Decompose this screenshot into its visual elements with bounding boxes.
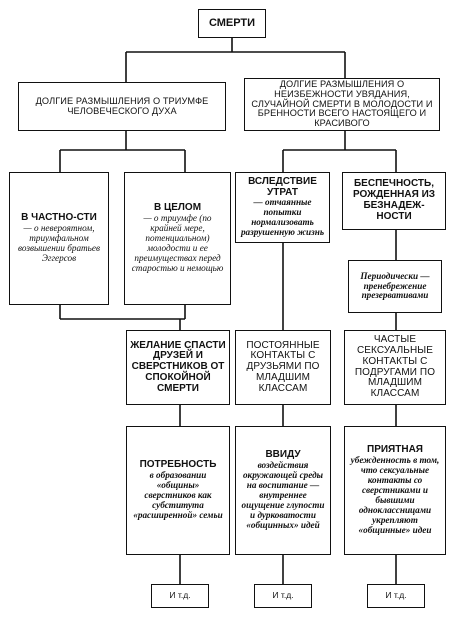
etc-box-2 (254, 584, 312, 608)
level4-body-1: в образовании «общины» сверстников как субститута «расширенной» семьи (133, 470, 223, 520)
level4-head-3: ПРИЯТНАЯ (367, 444, 423, 456)
etc-box-3 (367, 584, 425, 608)
level2-box-1 (9, 172, 109, 305)
level2-body-1: — о невероятном, триумфальном возвышении братьев Эггерсов (18, 223, 100, 263)
periodic-text: Периодически — пренебрежение презервативами (360, 270, 430, 301)
level3-box-1 (126, 330, 230, 405)
level4-box-2 (235, 426, 331, 555)
level4-box-3 (344, 426, 446, 555)
level2-box-4 (342, 172, 446, 230)
level1-left-text: ДОЛГИЕ РАЗМЫШЛЕНИЯ О ТРИУМФЕ ЧЕЛОВЕЧЕСКОГО ДУХА (35, 95, 209, 116)
level2-box-3 (235, 172, 330, 243)
level2-head-3: ВСЛЕДСТВИЕ УТРАТ (248, 175, 317, 198)
level3-text-3: ЧАСТЫЕ СЕКСУАЛЬНЫЕ КОНТАКТЫ С ПОДРУГАМИ ПО МЛАДШИМ КЛАССАМ (354, 334, 436, 400)
level4-head-2: ВВИДУ (265, 449, 301, 461)
level1-left-box (18, 82, 226, 131)
etc-box-1 (151, 584, 209, 608)
level2-head-1: В ЧАСТНО-СТИ (21, 212, 97, 224)
level3-box-3 (344, 330, 446, 405)
level3-text-1: ЖЕЛАНИЕ СПАСТИ ДРУЗЕЙ И СВЕРСТНИКОВ ОТ СПОКОЙНОЙ СМЕРТИ (130, 339, 226, 394)
level2-head-2: В ЦЕЛОМ (153, 202, 202, 214)
level4-box-1 (126, 426, 230, 555)
level2-body-2: — о триумфе (по крайней мере, потенциальном) молодости и ее преимуществах перед старостью и немощью (131, 213, 224, 273)
etc-text-3: И т.д. (385, 590, 407, 601)
level2-box-2 (124, 172, 231, 305)
periodic-box (348, 260, 442, 313)
level4-head-1: ПОТРЕБНОСТЬ (139, 459, 217, 471)
level1-right-text: ДОЛГИЕ РАЗМЫШЛЕНИЯ О НЕИЗБЕЖНОСТИ УВЯДАНИЯ, СЛУЧАЙНОЙ СМЕРТИ В МОЛОДОСТИ И БРЕННОСТИ ВСЕГО НАСТОЯЩЕГО И КРАСИВОГО (251, 78, 433, 129)
level4-body-3: убежденность в том, что сексуальные контакты со сверстниками и бывшими одноклассницами укрепляют «общинные» идеи (350, 455, 440, 535)
title-text: СМЕРТИ (208, 16, 256, 29)
level4-body-2: воздействия окружающей среды на воспитание — внутреннее ощущение глупости и дурковатости «общинных» идей (241, 460, 325, 530)
title-box (198, 9, 266, 38)
level2-head-4: БЕСПЕЧНОСТЬ, РОЖДЕННАЯ ИЗ БЕЗНАДЕЖ-НОСТИ (352, 178, 436, 222)
level1-right-box (244, 78, 440, 131)
level3-text-2: ПОСТОЯННЫЕ КОНТАКТЫ С ДРУЗЬЯМИ ПО МЛАДШИМ КЛАССАМ (246, 339, 320, 394)
etc-text-1: И т.д. (169, 590, 191, 601)
level3-box-2 (235, 330, 331, 405)
level2-body-3: — отчаянные попытки нормализовать разрушенную жизнь (240, 197, 325, 238)
etc-text-2: И т.д. (272, 590, 294, 601)
